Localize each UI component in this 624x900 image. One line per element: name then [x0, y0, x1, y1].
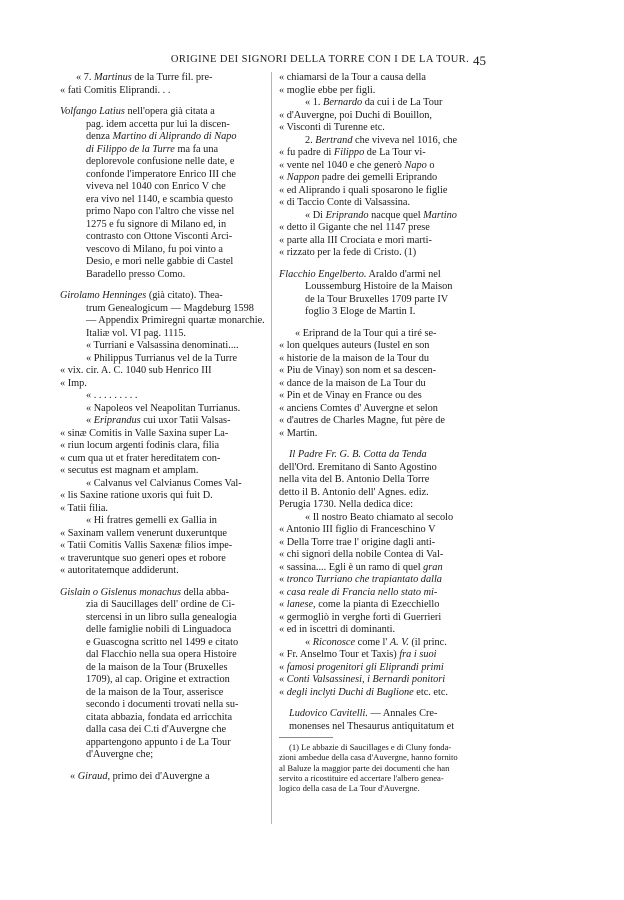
- right-column-line: [279, 562, 487, 575]
- left-column-line: [60, 587, 265, 600]
- text-run: deplorevole confusione nelle date, e: [86, 156, 235, 167]
- italic-text: Eriprando: [325, 209, 369, 221]
- text-run: pag. idem accetta pur lui la discen-: [86, 118, 230, 130]
- text-run: « chiamarsi de la Tour a causa della: [279, 72, 426, 83]
- right-column-body: [279, 72, 487, 733]
- right-column-line: [279, 549, 487, 562]
- text-run: denza: [86, 131, 113, 142]
- left-column-line: [60, 378, 265, 391]
- right-column-line: [279, 524, 487, 537]
- left-column-line: [60, 403, 265, 416]
- right-column-line: [279, 247, 487, 260]
- text-run: «: [279, 674, 287, 685]
- left-column-line: [60, 712, 265, 725]
- right-column-line: [279, 306, 487, 319]
- text-run: contrasto con Ottone Visconti Arci-: [86, 231, 233, 242]
- left-column-line: [60, 565, 265, 578]
- text-run: d'Auvergne che;: [86, 749, 154, 760]
- right-column-line: [279, 235, 487, 248]
- text-run: « ed in iscettri di dominanti.: [279, 624, 396, 635]
- left-column-line: [60, 72, 265, 85]
- text-run: « riun locum argenti fodinis clara, filia: [60, 440, 220, 451]
- text-run: « parte alla III Crociata e morì marti-: [279, 234, 432, 246]
- text-run: zia di Saucillages dell' ordine de Ci-: [86, 599, 235, 610]
- right-column-line: [279, 72, 487, 85]
- italic-text: Volfango Latius: [60, 106, 125, 117]
- text-run: che viveva nel 1016, che: [352, 134, 458, 146]
- text-run: — Appendix Primiregni quartæ monarchie.: [86, 315, 265, 326]
- text-run: « dance de la maison de La Tour du: [279, 377, 426, 389]
- right-column-line: [279, 687, 487, 700]
- text-run: de la Tour Bruxelles 1709 parte IV: [305, 293, 449, 305]
- text-run: « 1.: [305, 97, 324, 108]
- italic-text: casa reale di Francia nello stato mi-: [286, 586, 438, 598]
- paragraph-gap: [60, 578, 265, 587]
- text-run: , come la pianta di Ezecchiello: [313, 599, 440, 610]
- right-column-line: [279, 674, 487, 687]
- text-run: « detto il Gigante che nel 1147 prese: [279, 222, 430, 233]
- text-run: « Antonio III figlio di Franceschino V: [279, 524, 436, 535]
- text-run: « vix. cir. A. C. 1040 sub Henrico III: [60, 365, 212, 376]
- text-run: «: [279, 599, 287, 610]
- text-run: nell'opera già citata a: [124, 106, 215, 117]
- italic-text: Martino: [423, 209, 457, 221]
- right-column-line: [279, 294, 487, 307]
- right-column: [279, 72, 487, 793]
- italic-text: A. V.: [389, 636, 409, 648]
- right-column-line: [279, 135, 487, 148]
- left-column-line: [60, 440, 265, 453]
- left-column-line: [60, 749, 265, 762]
- footnote-line: zioni ambedue della casa d'Auvergne, hanno fornito: [279, 752, 458, 763]
- left-column-line: [60, 662, 265, 675]
- text-run: «: [305, 636, 313, 648]
- left-column-line: [60, 465, 265, 478]
- text-run: Araldo d'armi nel: [366, 268, 441, 280]
- footnote-line: logico della casa de La Tour d'Auvergne.: [279, 783, 420, 794]
- paragraph-gap: [279, 260, 487, 269]
- left-column-line: [60, 687, 265, 700]
- italic-text: famosi progenitori gli Eliprandi primi: [286, 661, 444, 673]
- text-run: etc. etc.: [413, 686, 449, 698]
- italic-text: di Filippo de la Turre: [86, 143, 175, 155]
- right-column-line: [279, 197, 487, 210]
- text-run: « Pin et de Vinay en France ou des: [279, 390, 422, 401]
- left-column-line: [60, 490, 265, 503]
- footnote-line: (1) Le abbazie di Saucillages e di Cluny fonda-: [289, 742, 452, 752]
- left-column-line: [60, 540, 265, 553]
- italic-text: Napo: [404, 159, 427, 171]
- left-column-line: [60, 515, 265, 528]
- right-column-line: [279, 587, 487, 600]
- running-title: ORIGINE DEI SIGNORI DELLA TORRE CON I DE LA TOUR.: [170, 54, 470, 65]
- text-run: « autoritatemque addiderunt.: [60, 565, 179, 576]
- left-column-line: [60, 315, 265, 328]
- left-column-line: [60, 206, 265, 219]
- italic-text: Il Padre Fr. G. B. Cotta da Tenda: [289, 449, 427, 460]
- footnote-line: servito a ricostituire ed accertare l'albero genea-: [279, 772, 444, 783]
- right-column-line: [279, 172, 487, 185]
- italic-text: Girolamo Henninges: [60, 290, 147, 301]
- text-run: « secutus est magnam et amplam.: [60, 465, 199, 476]
- left-column-line: [60, 85, 265, 98]
- right-column-line: [279, 512, 487, 525]
- text-run: Desio, e morì nelle gabbie di Castel: [86, 256, 234, 267]
- paragraph-gap: [60, 281, 265, 290]
- text-run: « Della Torre trae l' origine dagli anti-: [279, 536, 436, 548]
- text-run: della abba-: [181, 586, 230, 598]
- italic-text: Filippo: [333, 147, 365, 158]
- text-run: da cui i de La Tour: [362, 97, 443, 108]
- text-run: « sinæ Comitis in Valle Saxina super La-: [60, 427, 229, 439]
- text-run: delle famiglie nobili di Linguadoca: [86, 624, 232, 635]
- text-run: « historie de la maison de la Tour du: [279, 352, 430, 364]
- text-run: «: [279, 172, 287, 183]
- text-run: « fati Comitis Eliprandi. . .: [60, 84, 171, 96]
- right-column-line: [279, 85, 487, 98]
- text-run: Italiæ vol. VI pag. 1115.: [86, 327, 187, 339]
- right-column-line: [279, 390, 487, 403]
- left-column-line: [60, 771, 265, 784]
- right-column-line: [279, 281, 487, 294]
- page-number: 45: [473, 53, 486, 68]
- text-run: Loussemburg Histoire de la Maison: [305, 281, 453, 292]
- left-column-line: [60, 328, 265, 341]
- right-column-line: [279, 147, 487, 160]
- text-run: monenses nel Thesaurus antiquitatum et: [289, 720, 455, 732]
- right-column-line: [279, 649, 487, 662]
- right-column-line: [279, 462, 487, 475]
- right-column-line: [279, 185, 487, 198]
- text-run: citata abbazia, fondata ed arricchita: [86, 711, 233, 723]
- left-column-line: [60, 119, 265, 132]
- text-run: « rizzato per la fede di Cristo. (1): [279, 247, 417, 258]
- right-column-line: [279, 340, 487, 353]
- right-column-line: [279, 637, 487, 650]
- text-run: (già citato). Thea-: [146, 290, 223, 301]
- text-run: «: [70, 770, 78, 782]
- left-column-line: [60, 131, 265, 144]
- italic-text: fra i suoi: [399, 649, 437, 660]
- text-run: secondo i documenti trovati nella su-: [86, 699, 239, 710]
- text-run: « Hi fratres gemelli ex Gallia in: [86, 515, 217, 526]
- text-run: foglio 3 Eloge de Martin I.: [305, 306, 416, 317]
- left-column-line: [60, 106, 265, 119]
- text-run: « traveruntque suo generi opes et robore: [60, 552, 226, 564]
- right-column-line: [279, 721, 487, 734]
- text-run: confonde l'imperatore Enrico III che: [86, 168, 236, 180]
- text-run: « moglie ebbe per figli.: [279, 84, 376, 96]
- text-run: de la Turre fil. pre-: [131, 72, 213, 83]
- text-run: « d'autres de Charles Magne, fut père de: [279, 415, 445, 426]
- italic-text: gran: [423, 561, 443, 573]
- right-column-line: [279, 403, 487, 416]
- left-column-line: [60, 478, 265, 491]
- left-column-line: [60, 390, 265, 403]
- text-run: o: [426, 159, 435, 171]
- text-run: , primo dei d'Auvergne a: [107, 770, 210, 782]
- text-run: de la maison de la Tour, asserisce: [86, 686, 224, 698]
- right-column-line: [279, 624, 487, 637]
- paragraph-gap: [60, 97, 265, 106]
- text-run: — Annales Cre-: [367, 708, 438, 719]
- left-column-line: [60, 231, 265, 244]
- text-run: «: [86, 415, 94, 426]
- text-run: dell'Ord. Eremitano di Santo Agostino: [279, 461, 437, 473]
- text-run: « 7.: [76, 72, 95, 83]
- text-run: « Calvanus vel Calvianus Comes Val-: [86, 477, 242, 489]
- right-column-line: [279, 449, 487, 462]
- italic-text: Martinus: [94, 72, 132, 83]
- right-column-line: [279, 428, 487, 441]
- left-column-line: [60, 340, 265, 353]
- left-column-line: [60, 699, 265, 712]
- left-column-line: [60, 169, 265, 182]
- text-run: 1275 e fu signore di Milano ed, in: [86, 218, 227, 230]
- text-run: « cum qua ut et frater hereditatem con-: [60, 452, 221, 464]
- text-run: « Il nostro Beato chiamato al secolo: [305, 511, 454, 523]
- text-run: « lon quelques auteurs (Iustel en son: [279, 340, 430, 351]
- right-column-line: [279, 574, 487, 587]
- left-column-line: [60, 194, 265, 207]
- text-run: era vivo nel 1140, e scambia questo: [86, 193, 233, 205]
- text-run: ma fa una: [174, 143, 219, 155]
- text-run: « vente nel 1040 e che generò: [279, 159, 405, 171]
- text-run: dalla casa dei C.ti d'Auvergne che: [86, 724, 227, 735]
- paragraph-gap: [279, 440, 487, 449]
- italic-text: degli inclyti Duchi di Buglione: [286, 686, 414, 698]
- right-column-line: [279, 210, 487, 223]
- left-column-line: [60, 599, 265, 612]
- text-run: appartengono appunto i de La Tour: [86, 736, 231, 748]
- left-column-line: [60, 256, 265, 269]
- paragraph-gap: [279, 319, 487, 328]
- right-column-line: [279, 378, 487, 391]
- text-run: « germogliò in verghe forti di Guerrieri: [279, 611, 442, 623]
- italic-text: Giraud: [77, 770, 108, 782]
- left-column-line: [60, 144, 265, 157]
- left-column-line: [60, 637, 265, 650]
- text-run: stercensi in un libro sulla genealogia: [86, 611, 237, 623]
- footnote-rule: [279, 737, 333, 738]
- text-run: cui uxor Tatii Valsas-: [140, 415, 231, 426]
- left-column-line: [60, 503, 265, 516]
- text-run: 1709), al cap. Origine et extraction: [86, 674, 230, 685]
- text-run: « Saxinam vallem venerunt duxeruntque: [60, 527, 227, 539]
- text-run: « anciens Comtes d' Auvergne et selon: [279, 402, 438, 414]
- left-column-line: [60, 415, 265, 428]
- text-run: «: [279, 661, 287, 673]
- left-column-line: [60, 724, 265, 737]
- text-run: Baradello presso Como.: [86, 268, 186, 280]
- text-run: « lis Saxine ratione uxoris qui fuit D.: [60, 490, 213, 501]
- right-column-line: [279, 328, 487, 341]
- left-column-line: [60, 553, 265, 566]
- right-column-line: [279, 353, 487, 366]
- text-run: primo Napo con l'altro che visse nel: [86, 206, 235, 217]
- text-run: « Turriani e Valsassina denominati....: [86, 340, 239, 351]
- left-column-line: [60, 674, 265, 687]
- text-run: « sassina.... Egli è un ramo di quel: [279, 561, 424, 573]
- text-run: de La Tour vi-: [364, 147, 426, 158]
- text-run: «: [279, 586, 287, 598]
- left-column-line: [60, 269, 265, 282]
- right-column-line: [279, 122, 487, 135]
- text-run: nella vita del B. Antonio Della Torre: [279, 474, 430, 485]
- running-header: [0, 54, 624, 68]
- left-column-line: [60, 353, 265, 366]
- right-column-line: [279, 662, 487, 675]
- right-column-line: [279, 599, 487, 612]
- italic-text: Eriprandus: [93, 415, 141, 426]
- text-run: nacque quel: [368, 209, 424, 221]
- italic-text: Conti Valsassinesi, i Bernardi ponitori: [286, 674, 446, 685]
- right-column-line: [279, 269, 487, 282]
- right-column-line: [279, 474, 487, 487]
- left-column-line: [60, 428, 265, 441]
- italic-text: Ludovico Cavitelli.: [289, 708, 368, 719]
- text-run: «: [279, 574, 287, 585]
- left-column-line: [60, 156, 265, 169]
- italic-text: Flacchio Engelberto.: [279, 268, 367, 280]
- left-column-line: [60, 612, 265, 625]
- text-run: e Guascogna scritto nel 1499 e citato: [86, 636, 239, 648]
- left-column: [60, 72, 265, 783]
- text-run: Perugia 1730. Nella dedica dice:: [279, 499, 414, 510]
- right-column-line: [279, 499, 487, 512]
- left-column-line: [60, 649, 265, 662]
- left-column-line: [60, 244, 265, 257]
- text-run: « Imp.: [60, 377, 87, 389]
- text-run: « Napoleos vel Neapolitan Turrianus.: [86, 402, 241, 414]
- italic-text: lanese: [286, 599, 314, 610]
- right-column-line: [279, 612, 487, 625]
- text-run: 2.: [305, 134, 316, 146]
- italic-text: Nappon: [286, 172, 320, 183]
- left-column-line: [60, 181, 265, 194]
- text-run: « Tatii Comitis Vallis Saxenæ filios impe-: [60, 540, 233, 551]
- right-column-line: [279, 222, 487, 235]
- italic-text: Gislain o Gislenus monachus: [60, 586, 181, 598]
- right-column-line: [279, 365, 487, 378]
- text-run: « Visconti di Turenne etc.: [279, 122, 385, 133]
- italic-text: Riconosce: [312, 636, 356, 648]
- left-column-line: [60, 303, 265, 316]
- text-run: (il princ.: [408, 636, 447, 648]
- text-run: padre dei gemelli Eriprando: [319, 172, 438, 183]
- left-column-line: [60, 624, 265, 637]
- right-column-line: [279, 537, 487, 550]
- italic-text: Bertrand: [315, 134, 353, 146]
- left-column-line: [60, 528, 265, 541]
- text-run: « Di: [305, 209, 326, 221]
- text-run: « Fr. Anselmo Tour et Taxis): [279, 649, 400, 660]
- text-run: « Piu de Vinay) son nom et sa descen-: [279, 365, 437, 376]
- right-column-line: [279, 487, 487, 500]
- italic-text: tronco Turriano che trapiantato dalla: [286, 574, 442, 585]
- left-column-line: [60, 219, 265, 232]
- text-run: viveva nel 1040 con Enrico V che: [86, 181, 226, 192]
- text-run: «: [279, 686, 287, 698]
- text-run: trum Genealogicum — Magdeburg 1598: [86, 302, 254, 314]
- right-column-line: [279, 97, 487, 110]
- left-column-line: [60, 453, 265, 466]
- right-column-line: [279, 708, 487, 721]
- footnote: [279, 742, 487, 793]
- paragraph-gap: [60, 762, 265, 771]
- text-run: come l': [355, 636, 390, 648]
- right-column-line: [279, 160, 487, 173]
- paragraph-gap: [279, 699, 487, 708]
- text-run: « Martin.: [279, 427, 318, 439]
- text-run: « d'Auvergne, poi Duchi di Bouillon,: [279, 109, 432, 121]
- text-run: detto il B. Antonio dell' Agnes. ediz.: [279, 486, 429, 498]
- right-column-line: [279, 415, 487, 428]
- text-run: « Eriprand de la Tour qui a tiré se-: [295, 327, 437, 339]
- text-run: « . . . . . . . . .: [86, 390, 138, 401]
- footnote-line: al Baluze la maggior parte dei documenti che han: [279, 762, 450, 773]
- left-column-line: [60, 290, 265, 303]
- text-run: dal Flacchio nella sua opera Histoire: [86, 649, 237, 660]
- text-run: « chi signori della nobile Contea di Val-: [279, 549, 444, 560]
- column-divider: [271, 72, 272, 824]
- text-run: « fu padre di: [279, 147, 334, 158]
- right-column-line: [279, 110, 487, 123]
- text-run: de la maison de la Tour (Bruxelles: [86, 661, 228, 673]
- text-run: « Philippus Turrianus vel de la Turre: [86, 352, 238, 364]
- text-run: « ed Aliprando i quali sposarono le figlie: [279, 184, 448, 196]
- left-column-line: [60, 737, 265, 750]
- text-run: vescovo di Milano, fu poi vinto a: [86, 243, 223, 255]
- italic-text: Bernardo: [323, 97, 363, 108]
- italic-text: Martino di Aliprando di Napo: [112, 131, 237, 142]
- text-run: « Tatii filia.: [60, 502, 108, 514]
- text-run: « di Taccio Conte di Valsassina.: [279, 197, 411, 208]
- left-column-line: [60, 365, 265, 378]
